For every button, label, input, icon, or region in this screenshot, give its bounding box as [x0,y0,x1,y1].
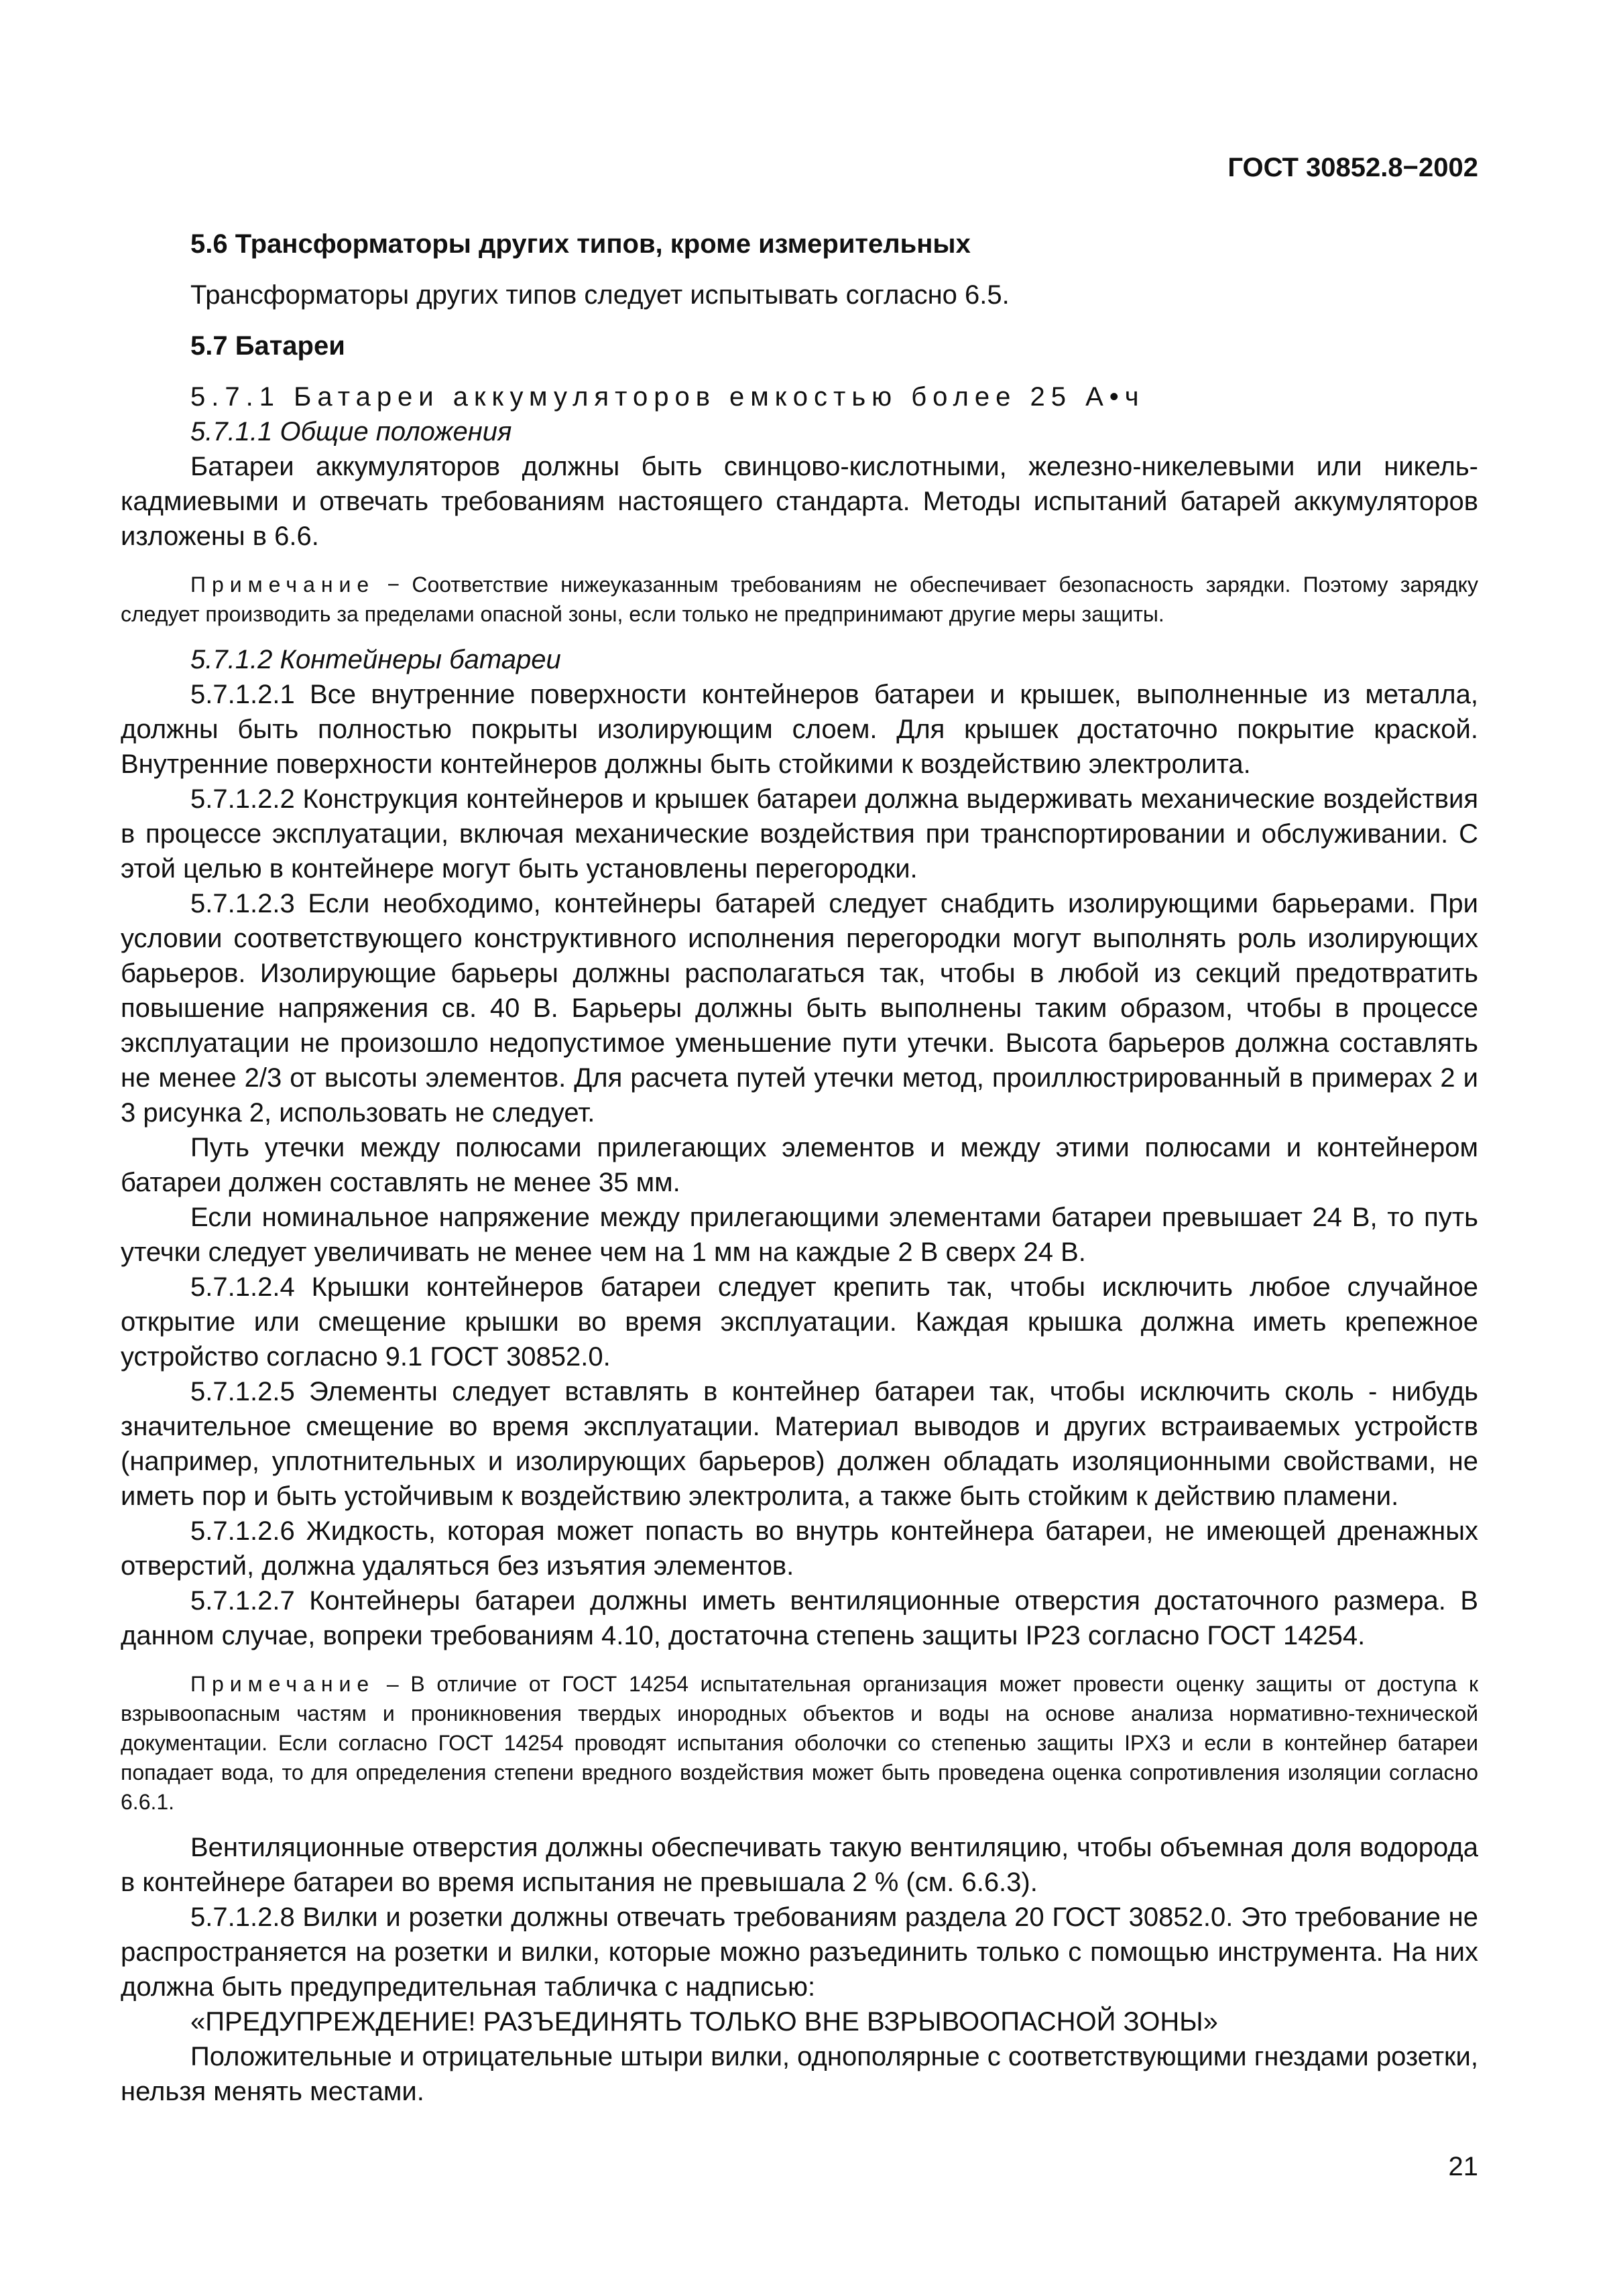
note-2-text: – В отличие от ГОСТ 14254 испытательная организация может провести оценку защиты от доступа к взрывоопасным частям и проникновения твердых инородных объектов и воды на основе анализа нормативно-технической документации. Если согласно ГОСТ 14254 проводят испытания оболочки со степенью защиты IPX3 и если в контейнер батареи попадает вода, то для определения степени вредного воздействия может быть проведена оценка сопротивления изоляции согласно 6.6.1. [121,1672,1478,1814]
note-2 [121,1669,1478,1817]
section-5-7-1-heading: 5.7.1 Батареи аккумуляторов емкостью более 25 А•ч [190,382,1145,412]
paragraph: 5.7.1.2.6 Жидкость, которая может попасть во внутрь контейнера батареи, не имеющей дренажных отверстий, должна удаляться без изъятия элементов. [121,1516,1478,1581]
standard-header: ГОСТ 30852.8−2002 [1227,153,1478,182]
paragraph: 5.7.1.2.2 Конструкция контейнеров и крышек батареи должна выдерживать механические воздействия в процессе эксплуатации, включая механические воздействия при транспортировании и обслуживании. С этой целью в контейнере могут быть установлены перегородки. [121,784,1478,884]
document-body [121,227,1478,2109]
note-1 [121,570,1478,629]
paragraph: Положительные и отрицательные штыри вилки, однополярные с соответствующими гнездами розетки, нельзя менять местами. [121,2042,1478,2106]
paragraph: Вентиляционные отверстия должны обеспечивать такую вентиляцию, чтобы объемная доля водорода в контейнере батареи во время испытания не превышала 2 % (см. 6.6.3). [121,1833,1478,1897]
section-5-7-1-2-heading: 5.7.1.2 Контейнеры батареи [190,645,561,674]
paragraph: 5.7.1.2.1 Все внутренние поверхности контейнеров батареи и крышек, выполненные из металла, должны быть полностью покрыты изолирующим слоем. Для крышек достаточно покрытие краской. Внутренние поверхности контейнеров должны быть стойкими к воздействию электролита. [121,680,1478,779]
section-5-7-heading: 5.7 Батареи [190,331,345,361]
section-5-7-1-1-heading: 5.7.1.1 Общие положения [190,417,512,446]
note-1-text: − Соответствие нижеуказанным требованиям не обеспечивает безопасность зарядки. Поэтому зарядку следует производить за пределами опасной зоны, если только не предпринимают другие меры защиты. [121,572,1478,626]
page-number: 21 [1448,2152,1478,2181]
warning-text: «ПРЕДУПРЕЖДЕНИЕ! РАЗЪЕДИНЯТЬ ТОЛЬКО ВНЕ ВЗРЫВООПАСНОЙ ЗОНЫ» [190,2007,1218,2037]
paragraph: 5.7.1.2.5 Элементы следует вставлять в контейнер батареи так, чтобы исключить сколь - нибудь значительное смещение во время эксплуатации. Материал выводов и других встраиваемых устройств (например, уплотнительных и изолирующих барьеров) должен обладать изоляционными свойствами, не иметь пор и быть устойчивым к воздействию электролита, а также быть стойким к действию пламени. [121,1377,1478,1511]
section-5-6-heading: 5.6 Трансформаторы других типов, кроме измерительных [190,229,971,259]
section-5-6-text: Трансформаторы других типов следует испытывать согласно 6.5. [190,280,1010,310]
note-1-label: Примечание [190,572,375,597]
paragraph: 5.7.1.2.4 Крышки контейнеров батареи следует крепить так, чтобы исключить любое случайное открытие или смещение крышки во время эксплуатации. Каждая крышка должна иметь крепежное устройство согласно 9.1 ГОСТ 30852.0. [121,1272,1478,1372]
paragraph: 5.7.1.2.7 Контейнеры батареи должны иметь вентиляционные отверстия достаточного размера. В данном случае, вопреки требованиям 4.10, достаточна степень защиты IP23 согласно ГОСТ 14254. [121,1586,1478,1650]
paragraph: 5.7.1.2.3 Если необходимо, контейнеры батарей следует снабдить изолирующими барьерами. При условии соответствующего конструктивного исполнения перегородки могут выполнять роль изолирующих барьеров. Изолирующие барьеры должны располагаться так, чтобы в любой из секций предотвратить повышение напряжения св. 40 В. Барьеры должны быть выполнены таким образом, чтобы в процессе эксплуатации не произошло недопустимое уменьшение пути утечки. Высота барьеров должна составлять не менее 2/3 от высоты элементов. Для расчета путей утечки метод, проиллюстрированный в примерах 2 и 3 рисунка 2, использовать не следует. [121,889,1478,1128]
paragraph: Если номинальное напряжение между прилегающими элементами батареи превышает 24 В, то путь утечки следует увеличивать не менее чем на 1 мм на каждые 2 В сверх 24 В. [121,1203,1478,1267]
section-5-7-1-1-text: Батареи аккумуляторов должны быть свинцово-кислотными, железно-никелевыми или никель-кадмиевыми и отвечать требованиям настоящего стандарта. Методы испытаний батарей аккумуляторов изложены в 6.6. [121,452,1478,551]
paragraph: 5.7.1.2.8 Вилки и розетки должны отвечать требованиям раздела 20 ГОСТ 30852.0. Это требование не распространяется на розетки и вилки, которые можно разъединить только с помощью инструмента. На них должна быть предупредительная табличка с надписью: [121,1902,1478,2002]
paragraph: Путь утечки между полюсами прилегающих элементов и между этими полюсами и контейнером батареи должен составлять не менее 35 мм. [121,1133,1478,1197]
note-2-label: Примечание [190,1672,375,1696]
